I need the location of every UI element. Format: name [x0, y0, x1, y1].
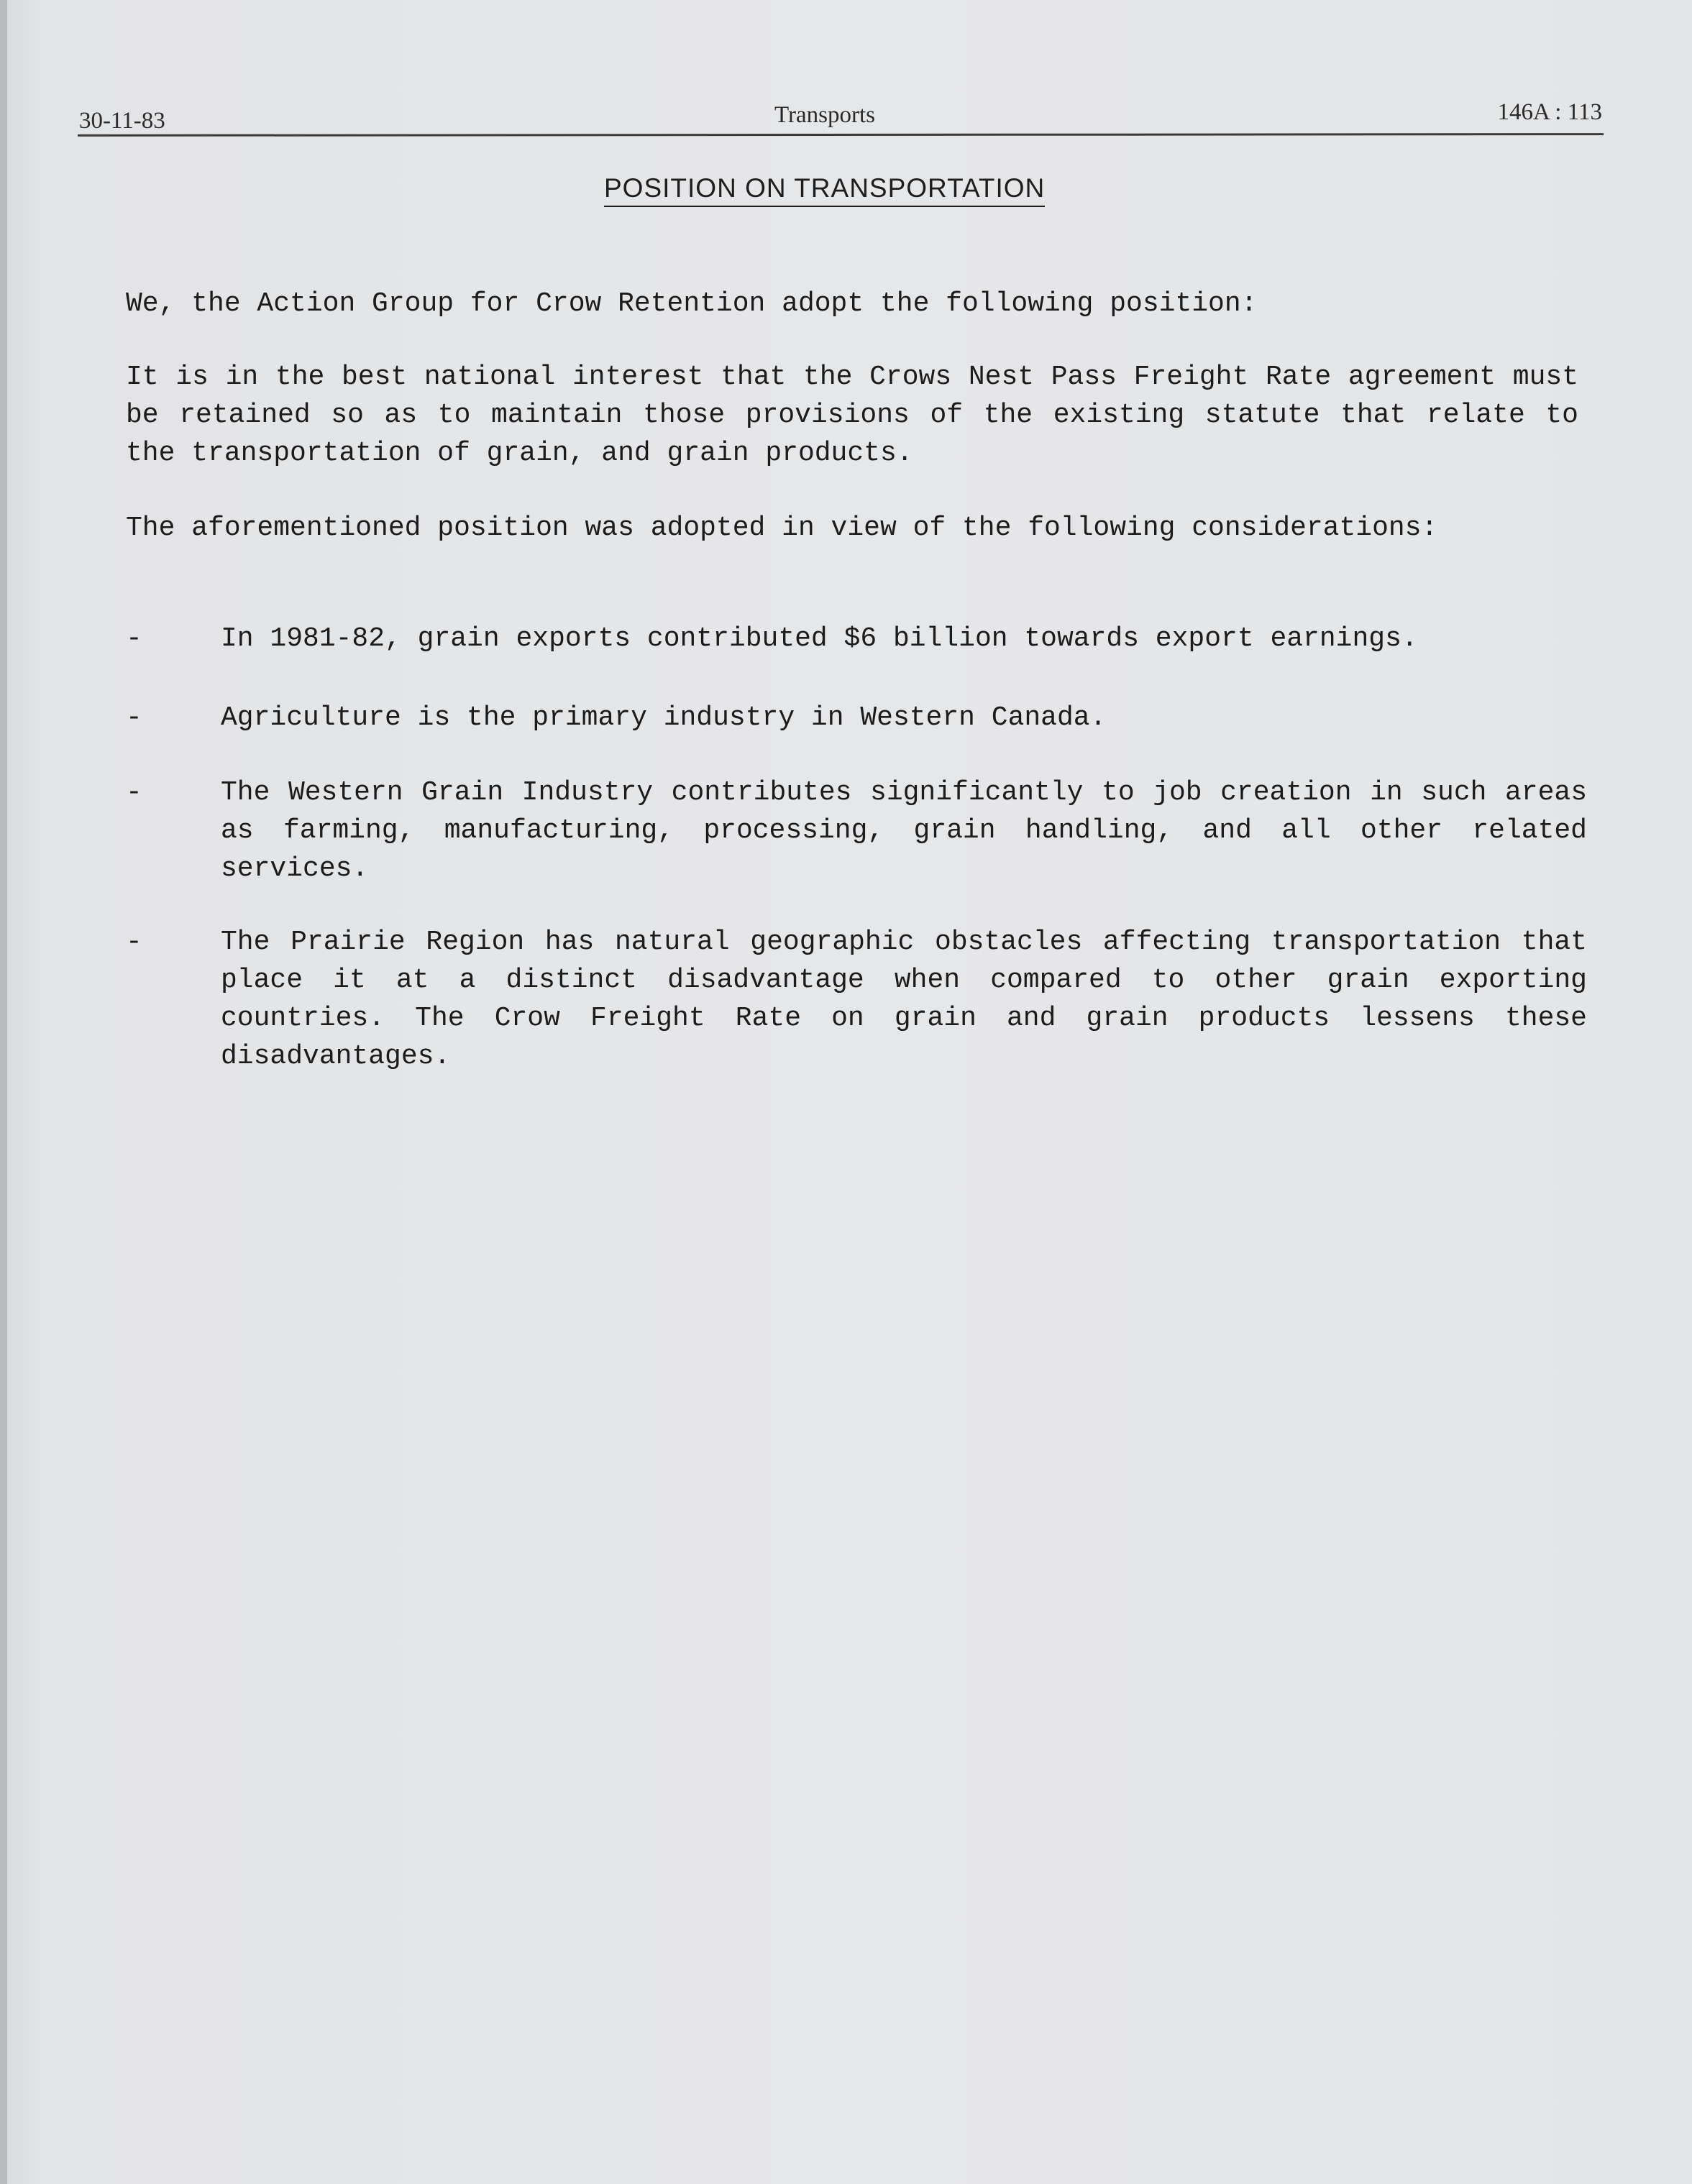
- header-page-number: 146A : 113: [1497, 99, 1602, 125]
- bullet-text: In 1981-82, grain exports contributed $6 billion towards export earnings.: [221, 623, 1418, 654]
- bullet-dash: -: [126, 623, 142, 654]
- bullet-text: The Prairie Region has natural geographic obstacles affecting transportation that place it at a distinct disadvantage when compared to other grain exporting countries. The Crow Freight Rate on grain and grain products lessens these disadvantages.: [221, 927, 1587, 1072]
- bullet-text: Agriculture is the primary industry in Western Canada.: [221, 702, 1107, 733]
- bullet-dash: -: [126, 927, 142, 958]
- considerations-intro: The aforementioned position was adopted in view of the following considerations:: [126, 513, 1438, 543]
- header-rule: [78, 133, 1604, 137]
- header-section: Transports: [774, 102, 875, 128]
- bullet-dash: -: [126, 702, 142, 733]
- bullet-dash: -: [126, 777, 142, 808]
- intro-paragraph: We, the Action Group for Crow Retention adopt the following position:: [126, 288, 1258, 319]
- bullet-text: The Western Grain Industry contributes significantly to job creation in such areas as farming, manufacturing, processing, grain handling, and all other related services.: [221, 777, 1587, 884]
- page-header: [79, 99, 1602, 135]
- document-title: POSITION ON TRANSPORTATION: [604, 173, 1045, 207]
- header-date: 30-11-83: [79, 108, 165, 134]
- page-edge-shadow: [0, 0, 7, 2184]
- position-statement: It is in the best national interest that the Crows Nest Pass Freight Rate agreement must be retained so as to maintain those provisions of the existing statute that relate to the transportation of grain, and grain products.: [126, 362, 1578, 469]
